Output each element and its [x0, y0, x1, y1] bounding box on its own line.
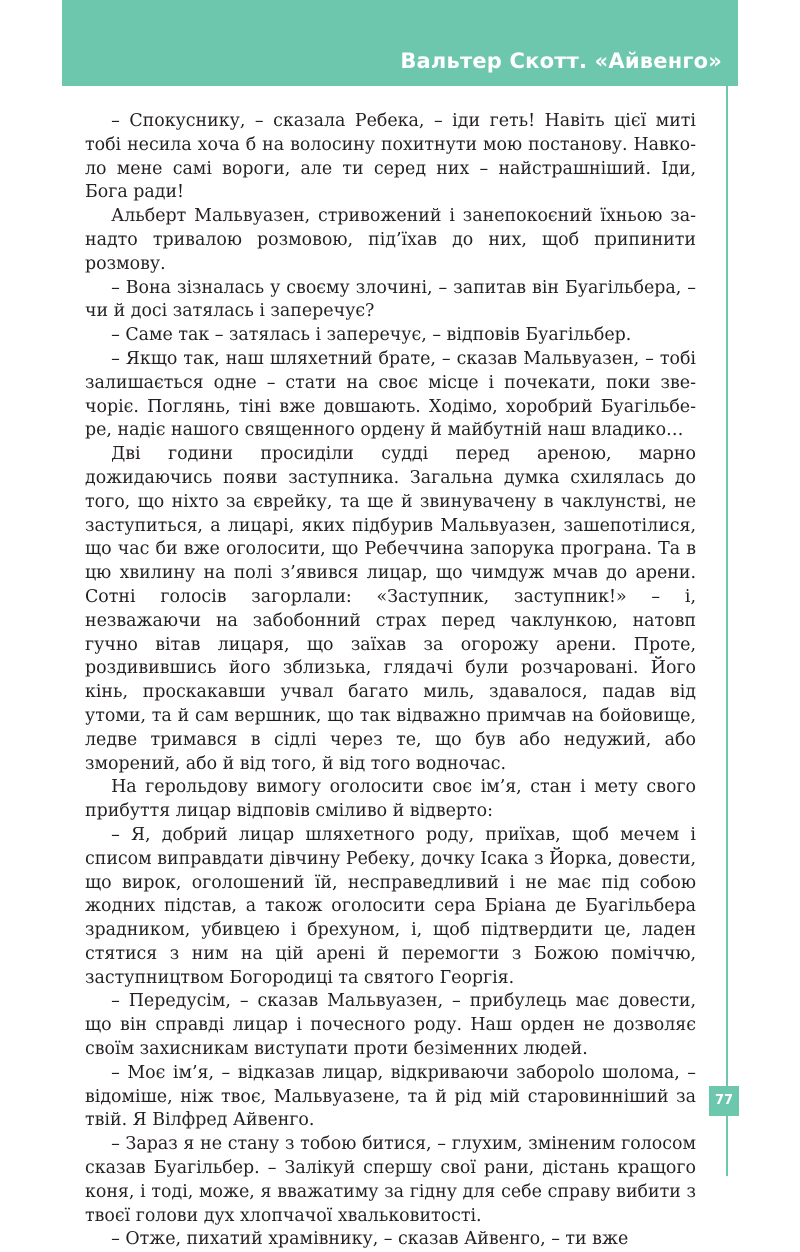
- paragraph: Альберт Мальвуазен, стривожений і занепокоєний їхньою занадто тривалою розмовою, під’їхав до них, щоб припинити розмову.: [85, 206, 696, 274]
- page-number: 77: [709, 1086, 739, 1116]
- paragraph: – Вона зізналась у своєму злочині, – запитав він Буагільбера, – чи й досі затялась і заперечує?: [85, 277, 696, 322]
- paragraph: – Спокуснику, – сказала Ребека, – іди геть! Навіть цієї миті тобі несила хоча б на волосину похитнути мою постанову. Навколо мене самі вороги, але ти серед них – найстрашніший. Іди, Бога ради!: [85, 111, 696, 203]
- paragraph: – Передусім, – сказав Мальвуазен, – прибулець має довести, що він справді лицар і почесного роду. Наш орден не дозволяє своїм захисникам виступати проти безіменних людей.: [85, 991, 696, 1060]
- running-title: Вальтер Скотт. «Айвенго»: [400, 49, 722, 73]
- paragraph: Дві години просиділи судді перед ареною, марно дожидаючись появи заступника. Загальна думка схилялась до того, що ніхто за єврейку, та ще й звинувачену в чаклунстві, не заступиться, а лицарі, яких підбурив Мальвуазен, зашепотілися, що час би вже оголосити, що Ребеччина запорука програна. Та в цю хвилину на полі з’явився лицар, що чимдуж мчав до арени. Сотні голосів загорлали: «Заступник, заступник!» – і, незважаючи на забобонний страх перед чаклункою, натовп гучно вітав лицаря, що заїхав за огорожу арени. Проте, роздивившись його зблизька, глядачі були розчаровані. Його кінь, проскакавши учвал багато миль, здавалося, падав від утоми, та й сам вершник, що так відважно примчав на бойовище, ледве тримався в сідлі через те, що був або недужий, або зморений, або й від того, й від того водночас.: [85, 444, 696, 774]
- paragraph: – Зараз я не стану з тобою битися, – глухим, зміненим голосом сказав Буагільбер. – Залікуй спершу свої рани, дістань кращого коня, і тоді, може, я вважатиму за гідну для себе справу вибити з твоєї голови дух хлопчачої хвальковитості.: [85, 1134, 696, 1226]
- text-body: [85, 110, 696, 1252]
- paragraph: – Саме так – затялась і заперечує, – відповів Буагільбер.: [111, 325, 632, 346]
- header-band: [62, 0, 738, 86]
- margin-rule: [726, 86, 728, 1176]
- paragraph: – Отже, пихатий храмівнику, – сказав Айвенго, – ти вже: [111, 1229, 629, 1250]
- paragraph: – Якщо так, наш шляхетний брате, – сказав Мальвуазен, – тобі залишається одне – стати на своє місце і почекати, поки звечоріє. Поглянь, тіні вже довшають. Ходімо, хоробрий Буагільбере, надіє нашого священного ордену й майбутній наш владико…: [85, 348, 696, 441]
- paragraph: На герольдову вимогу оголосити своє ім’я, стан і мету свого прибуття лицар відповів сміливо й відверто:: [85, 777, 696, 822]
- paragraph: – Я, добрий лицар шляхетного роду, приїхав, щоб мечем і списом виправдати дівчину Ребеку, дочку Ісака з Йорка, довести, що вирок, оголошений їй, несправедливий і не має під собою жодних підстав, а також оголосити сера Бріана де Буагільбера зрадником, убивцею і брехуном, і, щоб підтвердити це, ладен стятися з ним на цій арені й перемогти з Божою поміччю, заступництвом Богородиці та святого Георгія.: [85, 824, 696, 988]
- paragraph: – Моє ім’я, – відказав лицар, відкриваючи заборolo шолома, – відоміше, ніж твоє, Мальвуазене, та й рід мій старовинніший за твій. Я Вілфред Айвенго.: [85, 1062, 696, 1131]
